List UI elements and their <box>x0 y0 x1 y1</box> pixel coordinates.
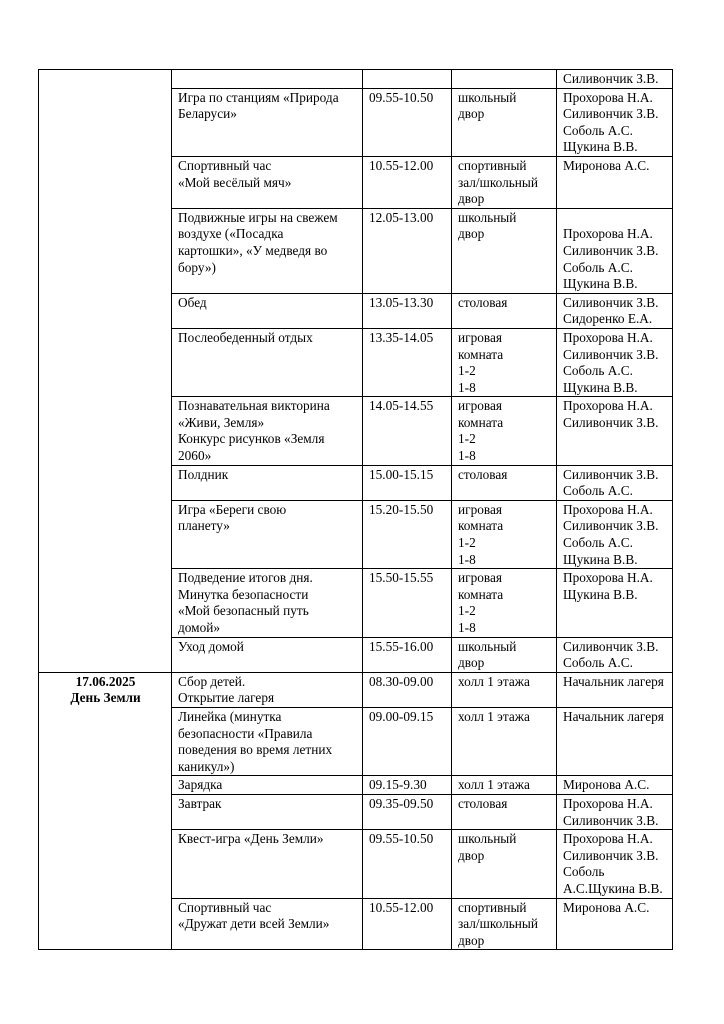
place-cell-line: игровая <box>458 501 502 517</box>
activity-cell-line: Линейка (минутка <box>178 708 282 724</box>
responsible-cell-line: Соболь А.С. <box>563 535 633 551</box>
responsible-cell-line: Щукина В.В. <box>563 551 638 567</box>
responsible-cell <box>557 293 673 328</box>
place-cell-line: двор <box>458 226 485 242</box>
responsible-cell-line: Прохорова Н.А. <box>563 831 653 847</box>
place-cell-line: 1-8 <box>458 379 476 395</box>
place-cell-line: двор <box>458 932 485 948</box>
responsible-cell <box>557 776 673 795</box>
place-cell-line: зал/школьный <box>458 174 538 190</box>
time-cell-value: 08.30-09.00 <box>369 673 434 689</box>
time-cell <box>363 88 452 156</box>
place-cell <box>452 500 557 568</box>
responsible-cell-line: Соболь А.С. <box>563 655 633 671</box>
responsible-cell-line: Соболь А.С. <box>563 122 633 138</box>
activity-cell <box>172 88 363 156</box>
activity-cell-line: воздухе («Посадка <box>178 226 284 242</box>
place-cell-line: столовая <box>458 466 508 482</box>
responsible-cell-line: Щукина В.В. <box>563 276 638 292</box>
place-cell <box>452 569 557 637</box>
responsible-cell-line: Силивончик З.В. <box>563 414 659 430</box>
activity-cell-line: Подвижные игры на свежем <box>178 209 338 225</box>
activity-cell <box>172 293 363 328</box>
activity-cell <box>172 672 363 707</box>
place-cell <box>452 672 557 707</box>
day-date: 17.06.2025 <box>75 673 136 689</box>
place-cell-line: холл 1 этажа <box>458 673 530 689</box>
time-cell-value: 13.05-13.30 <box>369 294 434 310</box>
responsible-cell <box>557 672 673 707</box>
place-cell <box>452 707 557 775</box>
activity-cell <box>172 328 363 396</box>
activity-cell <box>172 70 363 89</box>
activity-cell-line: планету» <box>178 518 230 534</box>
activity-cell-line: 2060» <box>178 448 212 464</box>
responsible-cell-line: Прохорова Н.А. <box>563 398 653 414</box>
time-cell-value: 13.35-14.05 <box>369 329 434 345</box>
time-cell-value: 10.55-12.00 <box>369 899 434 915</box>
responsible-cell-line: Щукина В.В. <box>563 586 638 602</box>
responsible-cell <box>557 569 673 637</box>
date-cell <box>39 672 172 950</box>
time-cell <box>363 397 452 465</box>
activity-cell-line: «Живи, Земля» <box>178 414 265 430</box>
responsible-cell-line: Соболь А.С. <box>563 483 633 499</box>
responsible-cell-line: Прохорова Н.А. <box>563 329 653 345</box>
responsible-cell <box>557 397 673 465</box>
time-cell <box>363 794 452 829</box>
place-cell <box>452 465 557 500</box>
responsible-cell-line: Щукина В.В. <box>563 139 638 155</box>
activity-cell <box>172 898 363 950</box>
place-cell-line: школьный <box>458 209 517 225</box>
activity-cell-line: Беларуси» <box>178 106 237 122</box>
activity-cell-line: Зарядка <box>178 777 223 793</box>
responsible-cell-line: Силивончик З.В. <box>563 847 659 863</box>
activity-cell <box>172 707 363 775</box>
responsible-cell-line: Сидоренко Е.А. <box>563 311 653 327</box>
responsible-cell-line: Силивончик З.В. <box>563 294 659 310</box>
place-cell <box>452 830 557 898</box>
activity-cell <box>172 500 363 568</box>
responsible-cell-line: Силивончик З.В. <box>563 518 659 534</box>
place-cell <box>452 156 557 208</box>
responsible-cell-line: Силивончик З.В. <box>563 242 659 258</box>
responsible-cell <box>557 156 673 208</box>
time-cell <box>363 328 452 396</box>
time-cell <box>363 637 452 672</box>
place-cell-line: 1-2 <box>458 431 476 447</box>
responsible-cell-line: Прохорова Н.А. <box>563 89 653 105</box>
time-cell <box>363 898 452 950</box>
place-cell-line: столовая <box>458 795 508 811</box>
place-cell-line: 1-2 <box>458 535 476 551</box>
activity-cell-line: «Мой безопасный путь <box>178 603 309 619</box>
time-cell <box>363 465 452 500</box>
place-cell-line: комната <box>458 586 504 602</box>
place-cell-line: 1-2 <box>458 603 476 619</box>
responsible-cell-line: Соболь А.С. <box>563 259 633 275</box>
responsible-cell <box>557 208 673 293</box>
activity-cell-line: домой» <box>178 620 220 635</box>
place-cell <box>452 637 557 672</box>
responsible-cell-line: Миронова А.С. <box>563 157 650 173</box>
responsible-cell-line: Щукина В.В. <box>563 379 638 395</box>
responsible-cell-line: Силивончик З.В. <box>563 466 659 482</box>
activity-cell <box>172 776 363 795</box>
time-cell <box>363 208 452 293</box>
activity-cell <box>172 794 363 829</box>
activity-cell-line: каникул») <box>178 758 235 774</box>
responsible-cell-line: Начальник лагеря <box>563 673 664 689</box>
schedule-body <box>39 70 673 950</box>
place-cell-line: спортивный <box>458 157 527 173</box>
schedule-table <box>38 69 673 950</box>
place-cell <box>452 88 557 156</box>
time-cell-value: 09.35-09.50 <box>369 795 434 811</box>
time-cell <box>363 156 452 208</box>
time-cell <box>363 293 452 328</box>
place-cell <box>452 70 557 89</box>
responsible-cell-line: Прохорова Н.А. <box>563 501 653 517</box>
responsible-cell-line: Силивончик З.В. <box>563 638 659 654</box>
activity-cell-line: Спортивный час <box>178 157 272 173</box>
activity-cell-line: Игра по станциям «Природа <box>178 89 339 105</box>
responsible-cell <box>557 830 673 898</box>
time-cell-value: 15.20-15.50 <box>369 501 434 517</box>
time-cell <box>363 569 452 637</box>
place-cell-line: холл 1 этажа <box>458 708 530 724</box>
time-cell-value: 15.00-15.15 <box>369 466 434 482</box>
activity-cell-line: Спортивный час <box>178 899 272 915</box>
activity-cell-line: Завтрак <box>178 795 222 811</box>
responsible-cell <box>557 707 673 775</box>
activity-cell-line: бору») <box>178 259 216 275</box>
activity-cell-line: «Мой весёлый мяч» <box>178 174 292 190</box>
place-cell-line: комната <box>458 346 504 362</box>
place-cell-line: 1-8 <box>458 620 476 635</box>
time-cell <box>363 672 452 707</box>
activity-cell-line <box>178 71 357 88</box>
responsible-cell-line: Начальник лагеря <box>563 708 664 724</box>
activity-cell-line: Игра «Береги свою <box>178 501 287 517</box>
activity-cell-line: картошки», «У медведя во <box>178 242 328 258</box>
place-cell-line: комната <box>458 414 504 430</box>
responsible-cell-line: Миронова А.С. <box>563 777 650 793</box>
place-cell <box>452 293 557 328</box>
place-cell <box>452 328 557 396</box>
responsible-cell-line: Соболь А.С. <box>563 363 633 379</box>
table-row <box>39 672 673 707</box>
place-cell <box>452 397 557 465</box>
activity-cell-line: Минутка безопасности <box>178 586 309 602</box>
place-cell-line: 1-8 <box>458 551 476 567</box>
responsible-cell-line: Силивончик З.В. <box>563 346 659 362</box>
activity-cell-line: Познавательная викторина <box>178 398 330 414</box>
place-cell-line: игровая <box>458 570 502 586</box>
activity-cell-line: поведения во время летних <box>178 742 333 758</box>
place-cell <box>452 776 557 795</box>
time-cell-value: 09.55-10.50 <box>369 89 434 105</box>
place-cell-line: спортивный <box>458 899 527 915</box>
activity-cell-line: безопасности «Правила <box>178 725 313 741</box>
responsible-cell-line: Силивончик З.В. <box>563 71 659 86</box>
activity-cell-line: «Дружат дети всей Земли» <box>178 916 330 932</box>
time-cell-value: 15.50-15.55 <box>369 570 434 586</box>
place-cell-line: 1-8 <box>458 448 476 464</box>
place-cell-line: школьный <box>458 638 517 654</box>
responsible-cell-line: Прохорова Н.А. <box>563 226 653 242</box>
place-cell <box>452 898 557 950</box>
activity-cell-line: Полдник <box>178 466 229 482</box>
time-cell-value: 09.15-9.30 <box>369 777 427 793</box>
place-cell-line: игровая <box>458 398 502 414</box>
responsible-cell-line: Прохорова Н.А. <box>563 795 653 811</box>
activity-cell <box>172 569 363 637</box>
place-cell-line: двор <box>458 191 485 207</box>
responsible-cell-line: Миронова А.С. <box>563 899 650 915</box>
time-cell <box>363 776 452 795</box>
activity-cell <box>172 208 363 293</box>
responsible-cell <box>557 465 673 500</box>
date-cell-empty <box>39 70 172 673</box>
activity-cell-line: Обед <box>178 294 207 310</box>
place-cell-line: двор <box>458 106 485 122</box>
time-cell-value: 09.00-09.15 <box>369 708 434 724</box>
activity-cell-line: Послеобеденный отдых <box>178 329 313 345</box>
time-cell <box>363 707 452 775</box>
activity-cell-line: Открытие лагеря <box>178 690 275 706</box>
activity-cell <box>172 397 363 465</box>
time-cell-value: 15.55-16.00 <box>369 638 434 654</box>
place-cell-line <box>458 71 551 88</box>
place-cell-line: 1-2 <box>458 363 476 379</box>
responsible-cell <box>557 328 673 396</box>
activity-cell-line: Уход домой <box>178 638 244 654</box>
activity-cell-line: Конкурс рисунков «Земля <box>178 431 325 447</box>
responsible-cell <box>557 637 673 672</box>
place-cell-line: школьный <box>458 831 517 847</box>
responsible-cell-line: Прохорова Н.А. <box>563 570 653 586</box>
place-cell-line: игровая <box>458 329 502 345</box>
activity-cell <box>172 637 363 672</box>
place-cell-line: двор <box>458 847 485 863</box>
responsible-cell-line: А.С.Щукина В.В. <box>563 880 663 896</box>
place-cell-line: школьный <box>458 89 517 105</box>
time-cell-value: 14.05-14.55 <box>369 398 434 414</box>
place-cell-line: столовая <box>458 294 508 310</box>
responsible-cell <box>557 898 673 950</box>
activity-cell-line: Сбор детей. <box>178 673 246 689</box>
place-cell <box>452 794 557 829</box>
activity-cell-line: Подведение итогов дня. <box>178 570 313 586</box>
time-cell-value: 10.55-12.00 <box>369 157 434 173</box>
place-cell-line: комната <box>458 518 504 534</box>
responsible-cell <box>557 794 673 829</box>
responsible-cell-line: Силивончик З.В. <box>563 812 659 828</box>
table-row <box>39 70 673 89</box>
time-cell-value: 09.55-10.50 <box>369 831 434 847</box>
responsible-cell-line: Силивончик З.В. <box>563 106 659 122</box>
time-cell <box>363 70 452 89</box>
activity-cell <box>172 465 363 500</box>
activity-cell-line: Квест-игра «День Земли» <box>178 831 324 847</box>
responsible-cell-line <box>563 210 667 227</box>
place-cell <box>452 208 557 293</box>
responsible-cell <box>557 500 673 568</box>
place-cell-line: зал/школьный <box>458 916 538 932</box>
responsible-cell-line: Соболь <box>563 864 605 880</box>
place-cell-line: холл 1 этажа <box>458 777 530 793</box>
place-cell-line: двор <box>458 655 485 671</box>
activity-cell <box>172 830 363 898</box>
time-cell <box>363 500 452 568</box>
responsible-cell <box>557 88 673 156</box>
time-cell-value: 12.05-13.00 <box>369 209 434 225</box>
responsible-cell <box>557 70 673 89</box>
day-name: День Земли <box>70 690 141 706</box>
activity-cell <box>172 156 363 208</box>
time-cell <box>363 830 452 898</box>
